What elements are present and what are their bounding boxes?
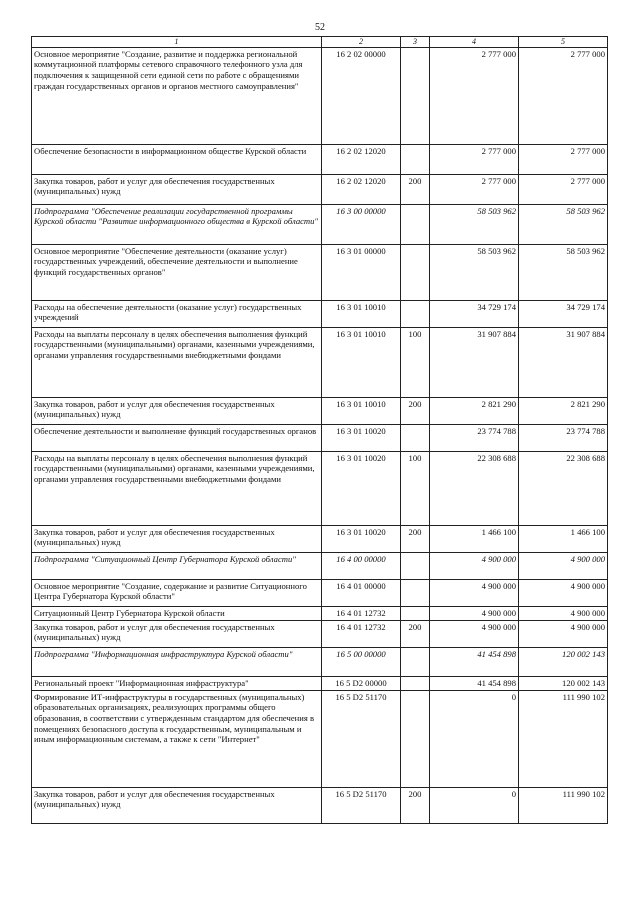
table-row xyxy=(32,300,608,327)
row-amount-1: 2 777 000 xyxy=(430,47,519,144)
row-vr: 200 xyxy=(401,397,430,424)
row-code: 16 3 01 10010 xyxy=(322,300,401,327)
row-amount-1: 23 774 788 xyxy=(430,424,519,451)
row-amount-1: 31 907 884 xyxy=(430,327,519,397)
header-col-2: 2 xyxy=(322,37,401,48)
table-row xyxy=(32,620,608,647)
row-amount-1: 0 xyxy=(430,787,519,823)
table-row xyxy=(32,144,608,174)
table-row xyxy=(32,244,608,300)
row-amount-1: 2 821 290 xyxy=(430,397,519,424)
row-amount-2: 58 503 962 xyxy=(519,244,608,300)
row-amount-2: 34 729 174 xyxy=(519,300,608,327)
row-amount-2: 2 777 000 xyxy=(519,47,608,144)
row-vr xyxy=(401,144,430,174)
table-row xyxy=(32,424,608,451)
row-name: Основное мероприятие "Обеспечение деятельности (оказание услуг) государственных учреждений, обеспечение деятельности и выполнение функций государственных органов" xyxy=(32,244,322,300)
row-name: Формирование ИТ-инфраструктуры в государственных (муниципальных) образовательных организациях, реализующих программы общего образования, в соответствии с утвержденным стандартом для обеспечения в помещениях безопасного доступа к государственным, муниципальным и иным информационным системам, а также к сети "Интернет" xyxy=(32,690,322,787)
row-name: Основное мероприятие "Создание, содержание и развитие Ситуационного Центра Губернатора Курской области" xyxy=(32,579,322,606)
row-vr: 100 xyxy=(401,451,430,525)
table-row xyxy=(32,579,608,606)
table-row xyxy=(32,690,608,787)
row-amount-1: 4 900 000 xyxy=(430,620,519,647)
row-name: Ситуационный Центр Губернатора Курской области xyxy=(32,606,322,620)
row-code: 16 3 01 10010 xyxy=(322,397,401,424)
row-vr: 200 xyxy=(401,620,430,647)
row-amount-1: 4 900 000 xyxy=(430,579,519,606)
row-vr xyxy=(401,690,430,787)
row-vr: 200 xyxy=(401,174,430,204)
row-name: Подпрограмма "Информационная инфраструктура Курской области" xyxy=(32,647,322,676)
table-row xyxy=(32,204,608,244)
row-code: 16 4 01 12732 xyxy=(322,606,401,620)
table-row xyxy=(32,525,608,552)
row-code: 16 3 01 10010 xyxy=(322,327,401,397)
row-vr: 200 xyxy=(401,525,430,552)
row-amount-2: 2 777 000 xyxy=(519,174,608,204)
row-amount-1: 34 729 174 xyxy=(430,300,519,327)
row-amount-2: 4 900 000 xyxy=(519,606,608,620)
row-amount-2: 120 002 143 xyxy=(519,676,608,690)
row-name: Закупка товаров, работ и услуг для обеспечения государственных (муниципальных) нужд xyxy=(32,397,322,424)
table-row xyxy=(32,327,608,397)
row-amount-2: 23 774 788 xyxy=(519,424,608,451)
row-vr xyxy=(401,204,430,244)
row-amount-1: 2 777 000 xyxy=(430,144,519,174)
table-row xyxy=(32,787,608,823)
row-vr: 100 xyxy=(401,327,430,397)
page-number: 52 xyxy=(315,22,325,33)
row-name: Основное мероприятие "Создание, развитие и поддержка региональной коммутационной платформы сетевого справочного телефонного узла для подключения к защищенной сети единой сети по работе с обращениями граждан государственных органов и органов местного самоуправления" xyxy=(32,47,322,144)
row-amount-2: 120 002 143 xyxy=(519,647,608,676)
row-amount-1: 2 777 000 xyxy=(430,174,519,204)
table-row xyxy=(32,174,608,204)
row-code: 16 5 D2 51170 xyxy=(322,690,401,787)
row-code: 16 5 00 00000 xyxy=(322,647,401,676)
row-amount-2: 2 821 290 xyxy=(519,397,608,424)
header-col-3: 3 xyxy=(401,37,430,48)
table-row xyxy=(32,676,608,690)
header-col-1: 1 xyxy=(32,37,322,48)
row-vr xyxy=(401,606,430,620)
row-name: Закупка товаров, работ и услуг для обеспечения государственных (муниципальных) нужд xyxy=(32,174,322,204)
row-vr xyxy=(401,47,430,144)
row-amount-2: 111 990 102 xyxy=(519,787,608,823)
table-row xyxy=(32,606,608,620)
row-name: Подпрограмма "Ситуационный Центр Губернатора Курской области" xyxy=(32,552,322,579)
row-code: 16 4 00 00000 xyxy=(322,552,401,579)
row-name: Региональный проект "Информационная инфраструктура" xyxy=(32,676,322,690)
row-code: 16 3 01 10020 xyxy=(322,451,401,525)
row-code: 16 4 01 00000 xyxy=(322,579,401,606)
row-code: 16 3 01 00000 xyxy=(322,244,401,300)
row-amount-1: 58 503 962 xyxy=(430,204,519,244)
row-code: 16 3 01 10020 xyxy=(322,525,401,552)
row-amount-1: 58 503 962 xyxy=(430,244,519,300)
row-amount-2: 58 503 962 xyxy=(519,204,608,244)
row-amount-2: 4 900 000 xyxy=(519,620,608,647)
row-amount-1: 1 466 100 xyxy=(430,525,519,552)
row-amount-2: 4 900 000 xyxy=(519,552,608,579)
row-name: Закупка товаров, работ и услуг для обеспечения государственных (муниципальных) нужд xyxy=(32,620,322,647)
row-name: Расходы на выплаты персоналу в целях обеспечения выполнения функций государственными (муниципальными) органами, казенными учреждениями, органами управления государственными внебюджетными фондами xyxy=(32,327,322,397)
row-name: Расходы на выплаты персоналу в целях обеспечения выполнения функций государственными (муниципальными) органами, казенными учреждениями, органами управления государственными внебюджетными фондами xyxy=(32,451,322,525)
row-amount-2: 4 900 000 xyxy=(519,579,608,606)
row-vr xyxy=(401,579,430,606)
row-vr: 200 xyxy=(401,787,430,823)
row-vr xyxy=(401,647,430,676)
row-code: 16 3 00 00000 xyxy=(322,204,401,244)
row-amount-2: 31 907 884 xyxy=(519,327,608,397)
row-code: 16 2 02 00000 xyxy=(322,47,401,144)
row-amount-1: 41 454 898 xyxy=(430,647,519,676)
row-code: 16 4 01 12732 xyxy=(322,620,401,647)
row-name: Закупка товаров, работ и услуг для обеспечения государственных (муниципальных) нужд xyxy=(32,525,322,552)
row-name: Обеспечение деятельности и выполнение функций государственных органов xyxy=(32,424,322,451)
table-header-row xyxy=(32,37,608,48)
row-vr xyxy=(401,676,430,690)
row-amount-2: 2 777 000 xyxy=(519,144,608,174)
row-amount-2: 22 308 688 xyxy=(519,451,608,525)
table-row xyxy=(32,647,608,676)
row-code: 16 5 D2 00000 xyxy=(322,676,401,690)
row-name: Закупка товаров, работ и услуг для обеспечения государственных (муниципальных) нужд xyxy=(32,787,322,823)
budget-table xyxy=(31,36,608,824)
table-row xyxy=(32,451,608,525)
row-name: Обеспечение безопасности в информационном обществе Курской области xyxy=(32,144,322,174)
row-vr xyxy=(401,552,430,579)
row-code: 16 5 D2 51170 xyxy=(322,787,401,823)
row-vr xyxy=(401,244,430,300)
header-col-4: 4 xyxy=(430,37,519,48)
table-row xyxy=(32,397,608,424)
row-amount-2: 1 466 100 xyxy=(519,525,608,552)
row-code: 16 3 01 10020 xyxy=(322,424,401,451)
table-row xyxy=(32,552,608,579)
row-amount-1: 4 900 000 xyxy=(430,552,519,579)
table-row xyxy=(32,47,608,144)
row-name: Подпрограмма "Обеспечение реализации государственной программы Курской области "Развитие информационного общества в Курской области" xyxy=(32,204,322,244)
row-amount-1: 22 308 688 xyxy=(430,451,519,525)
header-col-5: 5 xyxy=(519,37,608,48)
row-amount-2: 111 990 102 xyxy=(519,690,608,787)
row-amount-1: 4 900 000 xyxy=(430,606,519,620)
row-name: Расходы на обеспечение деятельности (оказание услуг) государственных учреждений xyxy=(32,300,322,327)
row-code: 16 2 02 12020 xyxy=(322,174,401,204)
row-vr xyxy=(401,300,430,327)
row-vr xyxy=(401,424,430,451)
row-amount-1: 0 xyxy=(430,690,519,787)
row-amount-1: 41 454 898 xyxy=(430,676,519,690)
row-code: 16 2 02 12020 xyxy=(322,144,401,174)
